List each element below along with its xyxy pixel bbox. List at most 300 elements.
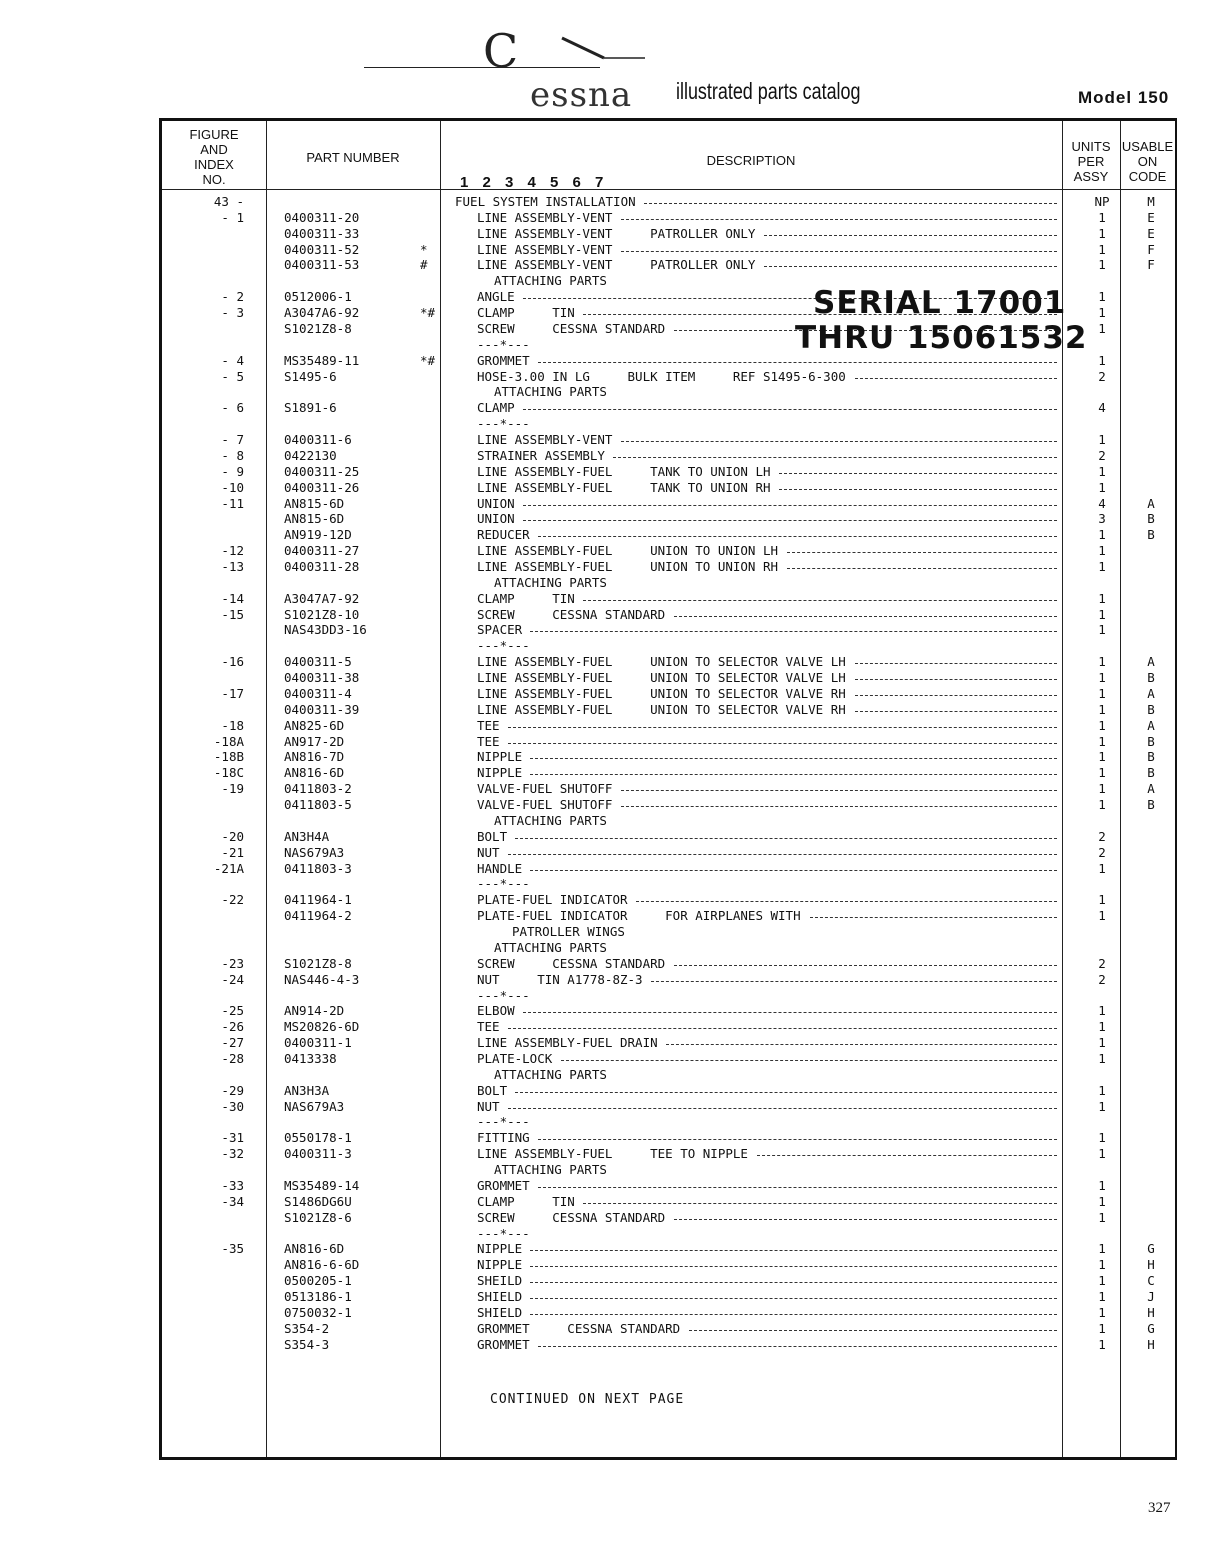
part-number: 0411803-3 [284,861,352,876]
description: SCREW CESSNA STANDARD [477,607,666,622]
description: GROMMET CESSNA STANDARD [477,1321,681,1336]
leader-line [530,1314,1057,1315]
units-per-assy: 1 [1098,321,1106,336]
effectivity-mark: *# [420,353,436,368]
description: LINE ASSEMBLY-FUEL TANK TO UNION RH [477,480,771,495]
description: TEE [477,734,500,749]
units-per-assy: 4 [1098,400,1106,415]
figure-index: -24 [221,972,244,987]
part-number: 0400311-38 [284,670,360,685]
description: REDUCER [477,527,530,542]
part-number: NAS679A3 [284,845,345,860]
indent-levels: 1 2 3 4 5 6 7 [460,174,609,191]
part-number: 0400311-25 [284,464,360,479]
usable-on-code: A [1147,654,1155,669]
figure-index: -18B [213,749,244,764]
leader-line [538,1346,1057,1347]
figure-index: -32 [221,1146,244,1161]
usable-on-code: B [1147,670,1155,685]
part-number: 0400311-1 [284,1035,352,1050]
part-number: 0400311-27 [284,543,360,558]
part-number: S1021Z8-6 [284,1210,352,1225]
description: BOLT [477,829,508,844]
leader-line [508,854,1057,855]
leader-line [689,1330,1057,1331]
usable-on-code: A [1147,718,1155,733]
leader-line [515,1092,1057,1093]
description: ---*--- [477,416,530,431]
units-per-assy: 1 [1098,242,1106,257]
figure-index: - 5 [221,369,244,384]
part-number: A3047A6-92 [284,305,360,320]
units-per-assy: 1 [1098,210,1106,225]
part-number: A3047A7-92 [284,591,360,606]
description: ATTACHING PARTS [494,813,607,828]
units-per-assy: 1 [1098,749,1106,764]
usable-on-code: B [1147,734,1155,749]
figure-index: -13 [221,559,244,574]
usable-on-code: G [1147,1241,1155,1256]
continued-note: CONTINUED ON NEXT PAGE [490,1392,685,1407]
part-number: 0400311-5 [284,654,352,669]
units-per-assy: 1 [1098,1130,1106,1145]
part-number: 0400311-33 [284,226,360,241]
leader-line [810,917,1057,918]
leader-line [530,774,1057,775]
description: SHIELD [477,1289,523,1304]
figure-index: -34 [221,1194,244,1209]
description: SHEILD [477,1273,523,1288]
units-per-assy: 1 [1098,654,1106,669]
part-number: 0400311-53 [284,257,360,272]
description: ANGLE [477,289,515,304]
description: ---*--- [477,988,530,1003]
leader-line [779,473,1057,474]
leader-line [764,235,1057,236]
part-number: 0400311-28 [284,559,360,574]
part-number: S1021Z8-10 [284,607,360,622]
leader-line [855,663,1057,664]
units-per-assy: 1 [1098,686,1106,701]
description: CLAMP TIN [477,591,575,606]
usable-on-code: M [1147,194,1155,209]
part-number: AN3H3A [284,1083,330,1098]
units-per-assy: 1 [1098,1035,1106,1050]
leader-line [674,965,1057,966]
units-per-assy: 1 [1098,1178,1106,1193]
part-number: AN816-6D [284,1241,345,1256]
description: ---*--- [477,638,530,653]
leader-line [523,1012,1057,1013]
description: NIPPLE [477,749,523,764]
leader-line [508,743,1057,744]
figure-index: -14 [221,591,244,606]
usable-on-code: E [1147,210,1155,225]
part-number: AN816-6D [284,765,345,780]
description: STRAINER ASSEMBLY [477,448,605,463]
units-per-assy: 1 [1098,257,1106,272]
description: ---*--- [477,1226,530,1241]
part-number: AN815-6D [284,496,345,511]
description: LINE ASSEMBLY-VENT PATROLLER ONLY [477,226,756,241]
description: SCREW CESSNA STANDARD [477,321,666,336]
leader-line [621,806,1057,807]
units-per-assy: 2 [1098,972,1106,987]
description: GROMMET [477,1178,530,1193]
usable-on-code: B [1147,749,1155,764]
leader-line [561,1060,1058,1061]
leader-line [538,536,1057,537]
units-per-assy: 1 [1098,591,1106,606]
serial-range-line1: SERIAL 17001 [813,285,1067,321]
part-number: S1486DG6U [284,1194,352,1209]
column-divider [266,121,267,1457]
usable-on-code: F [1147,242,1155,257]
leader-line [621,219,1057,220]
figure-index: -25 [221,1003,244,1018]
units-per-assy: 1 [1098,622,1106,637]
description: LINE ASSEMBLY-FUEL TANK TO UNION LH [477,464,771,479]
usable-on-code: A [1147,686,1155,701]
part-number: MS35489-14 [284,1178,360,1193]
description: CLAMP [477,400,515,415]
units-per-assy: 1 [1098,226,1106,241]
units-per-assy: 2 [1098,448,1106,463]
figure-index: -17 [221,686,244,701]
figure-index: - 4 [221,353,244,368]
part-number: 0400311-6 [284,432,352,447]
part-number: NAS43DD3-16 [284,622,367,637]
part-number: 0400311-20 [284,210,360,225]
description: ATTACHING PARTS [494,384,607,399]
model-label: Model 150 [1078,88,1170,107]
units-per-assy: 1 [1098,718,1106,733]
description: UNION [477,511,515,526]
description: ATTACHING PARTS [494,273,607,288]
usable-on-code: H [1147,1337,1155,1352]
effectivity-mark: *# [420,305,436,320]
figure-index: -20 [221,829,244,844]
figure-index: 43 - [213,194,244,209]
units-per-assy: 1 [1098,353,1106,368]
figure-index: -18 [221,718,244,733]
part-number: 0422130 [284,448,337,463]
units-per-assy: 2 [1098,369,1106,384]
leader-line [621,251,1057,252]
description: CLAMP TIN [477,305,575,320]
part-number: 0400311-26 [284,480,360,495]
description: ELBOW [477,1003,515,1018]
part-number: AN917-2D [284,734,345,749]
description: VALVE-FUEL SHUTOFF [477,781,613,796]
part-number: S1021Z8-8 [284,321,352,336]
description: LINE ASSEMBLY-VENT [477,432,613,447]
usable-on-code: J [1147,1289,1155,1304]
leader-line [530,1298,1057,1299]
units-per-assy: 1 [1098,908,1106,923]
leader-line [855,378,1057,379]
units-per-assy: 1 [1098,289,1106,304]
leader-line [666,1044,1057,1045]
description: NUT [477,1099,500,1114]
description: LINE ASSEMBLY-VENT PATROLLER ONLY [477,257,756,272]
leader-line [530,1266,1057,1267]
usable-on-code: H [1147,1305,1155,1320]
part-number: 0413338 [284,1051,337,1066]
description: FITTING [477,1130,530,1145]
leader-line [855,679,1057,680]
usable-on-code: G [1147,1321,1155,1336]
part-number: MS20826-6D [284,1019,360,1034]
units-per-assy: 1 [1098,480,1106,495]
description: LINE ASSEMBLY-FUEL DRAIN [477,1035,658,1050]
description: LINE ASSEMBLY-VENT [477,242,613,257]
figure-index: - 6 [221,400,244,415]
leader-line [538,362,1057,363]
description: TEE [477,718,500,733]
figure-index: -21A [213,861,244,876]
column-divider [1120,121,1121,1457]
leader-line [787,552,1057,553]
leader-line [508,1028,1057,1029]
part-number: 0411803-5 [284,797,352,812]
part-number-header: PART NUMBER [306,150,400,165]
units-per-assy: 1 [1098,1194,1106,1209]
part-number: AN3H4A [284,829,330,844]
usable-header: USABLE ON CODE [1121,139,1174,184]
units-per-assy: 1 [1098,1241,1106,1256]
description: ATTACHING PARTS [494,940,607,955]
part-number: 0500205-1 [284,1273,352,1288]
description: ATTACHING PARTS [494,1067,607,1082]
leader-line [515,838,1057,839]
leader-line [613,457,1057,458]
units-per-assy: 3 [1098,511,1106,526]
description: NUT [477,845,500,860]
part-number: 0400311-4 [284,686,352,701]
part-number: 0512006-1 [284,289,352,304]
part-number: AN816-7D [284,749,345,764]
figure-index: -35 [221,1241,244,1256]
usable-on-code: B [1147,511,1155,526]
part-number: AN919-12D [284,527,352,542]
figure-index: -27 [221,1035,244,1050]
leader-line [508,727,1057,728]
usable-on-code: B [1147,765,1155,780]
units-per-assy: 1 [1098,1019,1106,1034]
units-per-assy: 1 [1098,702,1106,717]
units-per-assy: 2 [1098,829,1106,844]
units-per-assy: 1 [1098,1257,1106,1272]
figure-index: -22 [221,892,244,907]
leader-line [530,758,1057,759]
figure-index: - 2 [221,289,244,304]
figure-index: -30 [221,1099,244,1114]
part-number: 0411964-1 [284,892,352,907]
figure-index: -12 [221,543,244,558]
leader-line [674,1219,1057,1220]
leader-line [651,981,1057,982]
part-number: S354-2 [284,1321,330,1336]
figure-index: - 9 [221,464,244,479]
units-per-assy: 2 [1098,956,1106,971]
description: UNION [477,496,515,511]
usable-on-code: B [1147,527,1155,542]
description: FUEL SYSTEM INSTALLATION [455,194,636,209]
leader-line [636,901,1057,902]
units-per-assy: 1 [1098,432,1106,447]
leader-line [787,568,1057,569]
units-per-assy: 1 [1098,734,1106,749]
units-per-assy: 1 [1098,861,1106,876]
part-number: 0400311-39 [284,702,360,717]
part-number: 0400311-52 [284,242,360,257]
part-number: 0411803-2 [284,781,352,796]
description: LINE ASSEMBLY-FUEL UNION TO SELECTOR VALVE RH [477,686,846,701]
units-per-assy: 1 [1098,1083,1106,1098]
description: HOSE-3.00 IN LG BULK ITEM REF S1495-6-300 [477,369,846,384]
part-number: S1495-6 [284,369,337,384]
catalog-title: illustrated parts catalog [676,78,861,104]
part-number: AN816-6-6D [284,1257,360,1272]
usable-on-code: C [1147,1273,1155,1288]
figure-index: -33 [221,1178,244,1193]
leader-line [674,616,1057,617]
description: PATROLLER WINGS [512,924,625,939]
units-header: UNITS PER ASSY [1071,139,1111,184]
effectivity-mark: # [420,257,428,272]
units-per-assy: 1 [1098,670,1106,685]
units-per-assy: 1 [1098,1321,1106,1336]
usable-on-code: F [1147,257,1155,272]
leader-line [523,505,1057,506]
description: NIPPLE [477,765,523,780]
figure-index: -23 [221,956,244,971]
description: VALVE-FUEL SHUTOFF [477,797,613,812]
description: LINE ASSEMBLY-VENT [477,210,613,225]
description: LINE ASSEMBLY-FUEL UNION TO SELECTOR VALVE RH [477,702,846,717]
leader-line [530,1282,1057,1283]
leader-line [530,631,1057,632]
leader-line [621,441,1057,442]
units-per-assy: 1 [1098,781,1106,796]
description: BOLT [477,1083,508,1098]
description: LINE ASSEMBLY-FUEL UNION TO UNION RH [477,559,779,574]
part-number: 0550178-1 [284,1130,352,1145]
units-per-assy: 1 [1098,1146,1106,1161]
units-per-assy: 1 [1098,797,1106,812]
description: PLATE-FUEL INDICATOR FOR AIRPLANES WITH [477,908,801,923]
units-per-assy: 1 [1098,1051,1106,1066]
description: GROMMET [477,1337,530,1352]
description: PLATE-FUEL INDICATOR [477,892,628,907]
units-per-assy: 1 [1098,1210,1106,1225]
leader-line [530,1250,1057,1251]
units-per-assy: 1 [1098,892,1106,907]
figure-index: -29 [221,1083,244,1098]
usable-on-code: B [1147,797,1155,812]
description-header: DESCRIPTION [706,153,796,168]
description: NIPPLE [477,1241,523,1256]
part-number: S354-3 [284,1337,330,1352]
part-number: AN914-2D [284,1003,345,1018]
part-number: 0750032-1 [284,1305,352,1320]
part-number: NAS679A3 [284,1099,345,1114]
description: TEE [477,1019,500,1034]
units-per-assy: 1 [1098,607,1106,622]
description: ATTACHING PARTS [494,575,607,590]
description: ---*--- [477,876,530,891]
leader-line [538,1139,1057,1140]
description: PLATE-LOCK [477,1051,553,1066]
units-per-assy: 1 [1098,559,1106,574]
part-number: NAS446-4-3 [284,972,360,987]
description: SCREW CESSNA STANDARD [477,1210,666,1225]
description: ---*--- [477,337,530,352]
description: GROMMET [477,353,530,368]
figure-index: -31 [221,1130,244,1145]
leader-line [583,600,1057,601]
units-per-assy: 1 [1098,1289,1106,1304]
description: LINE ASSEMBLY-FUEL UNION TO SELECTOR VALVE LH [477,670,846,685]
leader-line [764,266,1057,267]
figure-index: -18A [213,734,244,749]
usable-on-code: A [1147,496,1155,511]
leader-line [530,870,1057,871]
figure-index: -11 [221,496,244,511]
usable-on-code: E [1147,226,1155,241]
serial-range-line2: THRU 15061532 [795,320,1088,356]
units-per-assy: 1 [1098,1099,1106,1114]
figure-index: - 3 [221,305,244,320]
units-per-assy: 1 [1098,464,1106,479]
figure-index: - 1 [221,210,244,225]
description: NUT TIN A1778-8Z-3 [477,972,643,987]
figure-index: -18C [213,765,244,780]
figure-index: -21 [221,845,244,860]
description: LINE ASSEMBLY-FUEL UNION TO SELECTOR VALVE LH [477,654,846,669]
units-per-assy: 1 [1098,765,1106,780]
units-per-assy: 1 [1098,527,1106,542]
leader-line [523,409,1057,410]
units-per-assy: 2 [1098,845,1106,860]
column-divider [440,121,441,1457]
leader-line [855,711,1057,712]
figure-header: FIGURE AND INDEX NO. [189,127,239,187]
leader-line [757,1155,1057,1156]
description: NIPPLE [477,1257,523,1272]
leader-line [508,1108,1057,1109]
figure-index: -26 [221,1019,244,1034]
description: LINE ASSEMBLY-FUEL UNION TO UNION LH [477,543,779,558]
description: SCREW CESSNA STANDARD [477,956,666,971]
units-per-assy: 4 [1098,496,1106,511]
description: ATTACHING PARTS [494,1162,607,1177]
header-divider [162,189,1175,190]
part-number: 0411964-2 [284,908,352,923]
part-number: AN815-6D [284,511,345,526]
units-per-assy: 1 [1098,1337,1106,1352]
figure-index: - 8 [221,448,244,463]
usable-on-code: A [1147,781,1155,796]
description: LINE ASSEMBLY-FUEL TEE TO NIPPLE [477,1146,748,1161]
figure-index: -10 [221,480,244,495]
figure-index: -28 [221,1051,244,1066]
units-per-assy: 1 [1098,1305,1106,1320]
leader-line [583,1203,1057,1204]
leader-line [779,489,1057,490]
leader-line [855,695,1057,696]
